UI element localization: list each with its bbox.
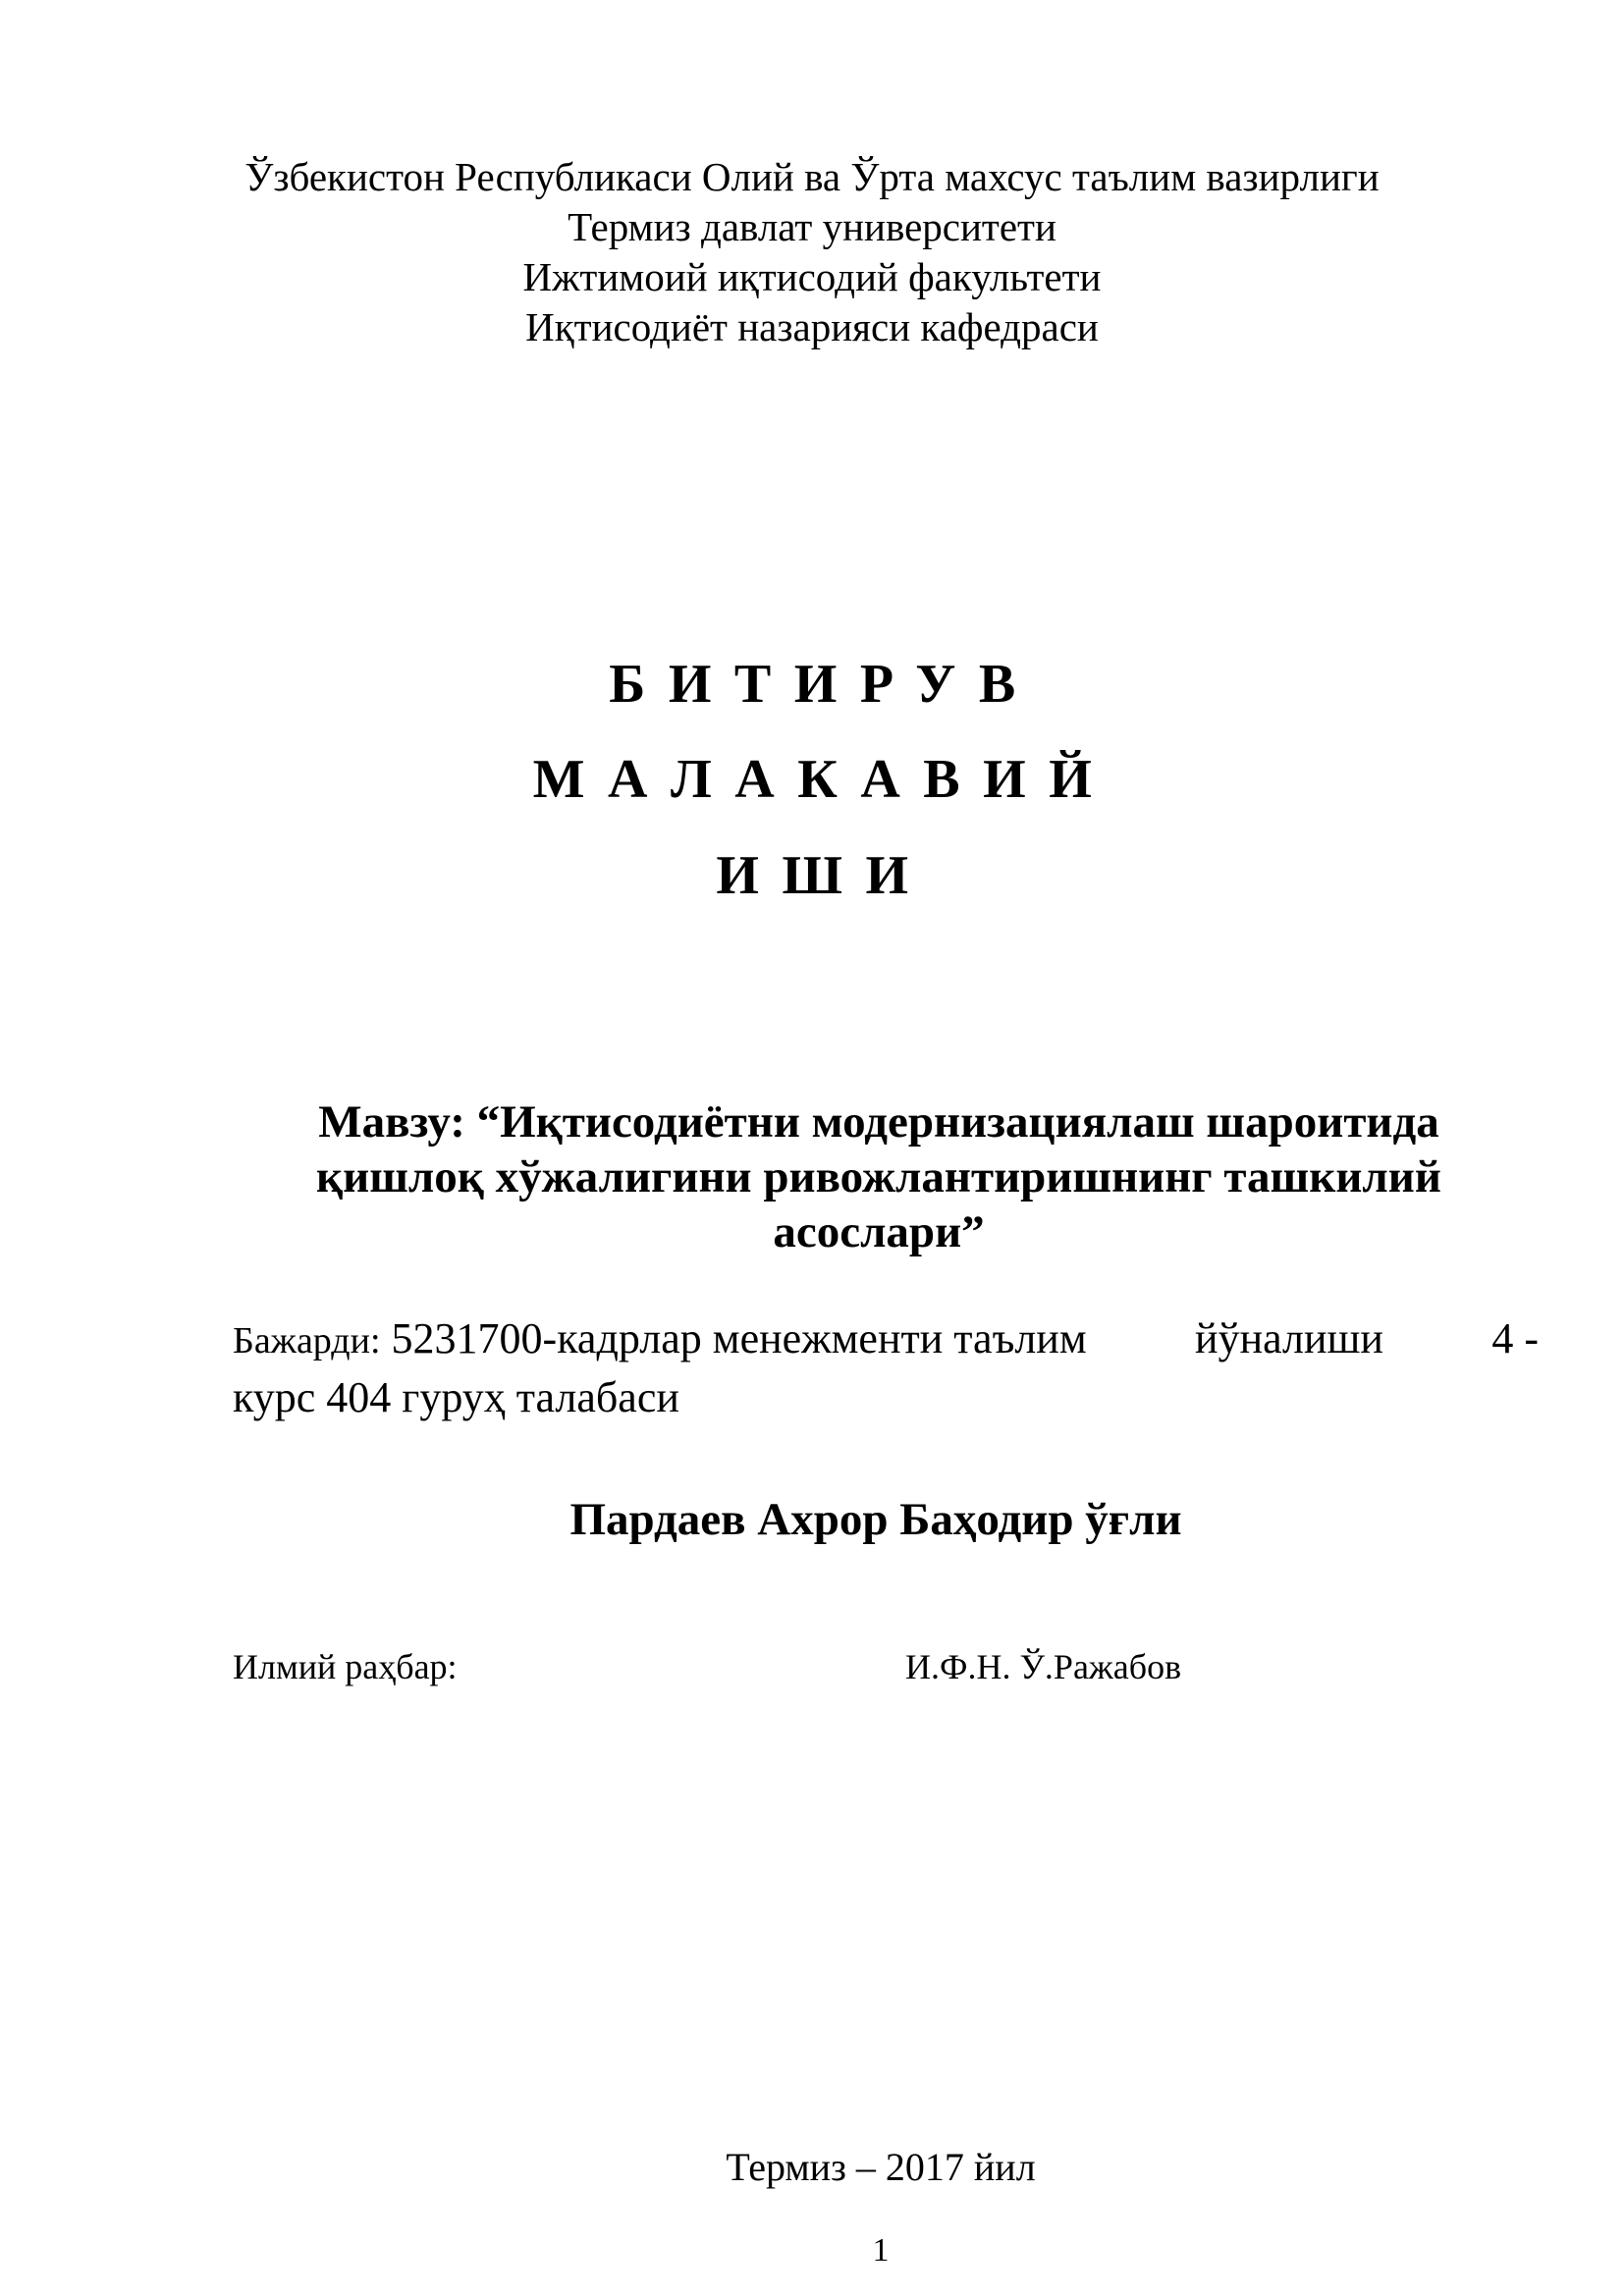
performer-line-2: курс 404 гуруҳ талабаси (233, 1373, 679, 1421)
title-line-2: МАЛАКАВИЙ (532, 749, 1115, 810)
performer-program: 5231700-кадрлар менежменти таълим (391, 1314, 1087, 1362)
thesis-topic (265, 1095, 1492, 1259)
topic-line-1: Мавзу: “Иқтисодиётни модернизациялаш шароитида (318, 1096, 1439, 1148)
faculty-name: Ижтимоий иқтисодий факультети (522, 254, 1102, 299)
advisor-name: И.Ф.Н. Ў.Ражабов (905, 1647, 1182, 1686)
title-line-1: БИТИРУВ (609, 654, 1039, 715)
performer-direction: йўналиши (1195, 1314, 1383, 1362)
student-name: Пардаев Ахрор Баҳодир ўғли (569, 1494, 1182, 1545)
advisor-label: Илмий раҳбар: (233, 1647, 458, 1686)
title-line-3: ИШИ (716, 845, 932, 906)
performer-course: 4 - (1491, 1314, 1539, 1362)
performer-block (233, 1310, 1539, 1426)
city-year: Термиз – 2017 йил (726, 2145, 1036, 2189)
department-name: Иқтисодиёт назарияси кафедраси (525, 304, 1099, 349)
performer-label: Бажарди: (233, 1320, 381, 1362)
performer-line-1 (233, 1310, 1539, 1369)
ministry-name: Ўзбекистон Республикаси Олий ва Ўрта махсус таълим вазирлиги (244, 154, 1380, 199)
university-name: Термиз давлат университети (568, 204, 1056, 249)
page-number: 1 (872, 2232, 890, 2269)
topic-line-2: қишлоқ хўжалигини ривожлантиришнинг ташкилий (316, 1151, 1441, 1202)
topic-line-3: асослари” (773, 1206, 985, 1257)
performer-main (233, 1310, 1087, 1369)
